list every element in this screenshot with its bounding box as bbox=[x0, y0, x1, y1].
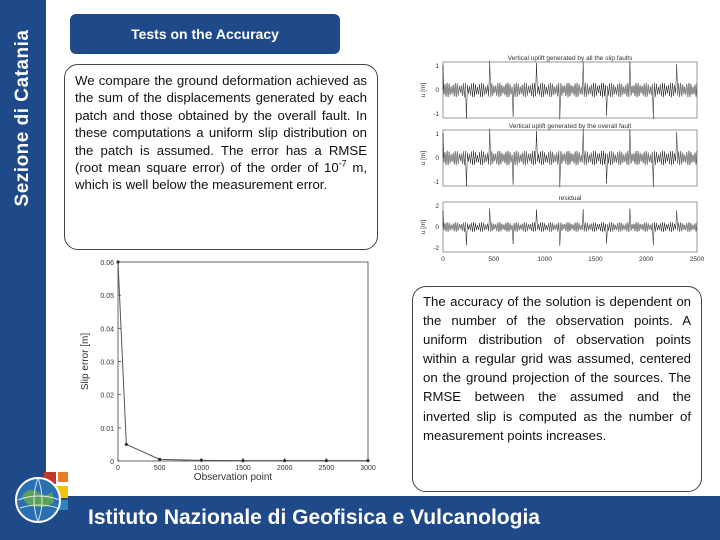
institute-name: Istituto Nazionale di Geofisica e Vulcanologia bbox=[88, 506, 540, 529]
panel-ylabel: u [m] bbox=[420, 82, 427, 98]
seismogram-panels bbox=[405, 48, 705, 264]
data-point bbox=[241, 459, 244, 462]
x-tick-label: 1000 bbox=[193, 465, 210, 472]
panel-ytick-label: 2 bbox=[435, 203, 439, 210]
exponent: -7 bbox=[338, 158, 347, 169]
panel-title: Vertical uplift generated by the overall fault bbox=[508, 123, 632, 130]
panel-ytick-label: 0 bbox=[435, 87, 439, 94]
y-tick-label: 0.02 bbox=[100, 392, 114, 400]
description-box bbox=[64, 64, 378, 250]
x-axis-label: Observation point bbox=[193, 472, 273, 483]
slide-title: Tests on the Accuracy bbox=[70, 14, 340, 54]
x-tick-label: 0 bbox=[116, 465, 120, 472]
logo-square bbox=[58, 472, 68, 482]
slip-error-chart bbox=[70, 256, 382, 486]
footer-bar bbox=[0, 496, 720, 540]
panel-ytick-label: -2 bbox=[433, 245, 439, 252]
x-tick-label: 1500 bbox=[235, 465, 251, 472]
panel-ytick-label: -1 bbox=[433, 179, 439, 186]
panel-ylabel: u [m] bbox=[420, 219, 427, 235]
data-point bbox=[283, 459, 286, 462]
y-tick-label: 0.04 bbox=[100, 326, 114, 334]
panel-title: Vertical uplift generated by all the slip faults bbox=[507, 55, 633, 62]
panel-ytick-label: -1 bbox=[433, 111, 439, 118]
seismogram-trace bbox=[443, 208, 697, 246]
y-axis-label: Slip error [m] bbox=[80, 332, 91, 391]
panel-ylabel: u [m] bbox=[420, 150, 427, 166]
plot-frame bbox=[118, 262, 368, 461]
y-tick-label: 0.06 bbox=[100, 260, 114, 267]
panel-ytick-label: 1 bbox=[435, 63, 439, 70]
panel-ytick-label: 0 bbox=[435, 155, 439, 162]
data-point bbox=[116, 260, 119, 263]
panel-title: residual bbox=[558, 195, 582, 202]
description-text-end: m, which is well below the measurement error. bbox=[75, 160, 367, 193]
seis-xtick-label: 2500 bbox=[689, 256, 705, 263]
data-point bbox=[158, 458, 161, 461]
seis-xtick-label: 2000 bbox=[638, 256, 654, 263]
data-point bbox=[366, 459, 369, 462]
seis-xtick-label: 0 bbox=[441, 256, 445, 263]
x-tick-label: 2000 bbox=[276, 465, 293, 472]
series-line bbox=[118, 262, 368, 461]
sidebar bbox=[0, 0, 46, 496]
y-tick-label: 0 bbox=[110, 459, 114, 466]
y-tick-label: 0.01 bbox=[100, 425, 114, 433]
x-tick-label: 2500 bbox=[318, 465, 335, 472]
panel-ytick-label: 1 bbox=[435, 131, 439, 138]
panel-ytick-label: 0 bbox=[435, 224, 439, 231]
seis-xtick-label: 500 bbox=[488, 256, 500, 263]
data-point bbox=[125, 443, 128, 446]
sidebar-label: Sezione di Catania bbox=[12, 29, 33, 207]
x-tick-label: 500 bbox=[153, 465, 166, 472]
description-text: We compare the ground deformation achieved as the sum of the displacements generated by each patch and those obtained by the overall fault. In these computations a uniform slip distribution on the patch is assumed. The error has a RMSE (root mean square error) of the order of 10 bbox=[75, 73, 367, 176]
ingv-globe-logo bbox=[8, 462, 78, 532]
seismogram-trace bbox=[443, 129, 697, 187]
data-point bbox=[325, 459, 328, 462]
data-point bbox=[200, 459, 203, 462]
x-tick-label: 3000 bbox=[360, 465, 376, 472]
seis-xtick-label: 1500 bbox=[588, 256, 603, 263]
seismogram-trace bbox=[443, 61, 697, 119]
y-tick-label: 0.03 bbox=[100, 359, 114, 367]
seis-xtick-label: 1000 bbox=[537, 256, 552, 263]
y-tick-label: 0.05 bbox=[100, 293, 114, 301]
accuracy-box: The accuracy of the solution is dependent on the number of the observation points. A uniform distribution of observation points within a regular grid was assumed, centered on the ground projection of the sources. The RMSE between the assumed and the inverted slip is computed as the number of measurement points increases. bbox=[412, 286, 702, 492]
